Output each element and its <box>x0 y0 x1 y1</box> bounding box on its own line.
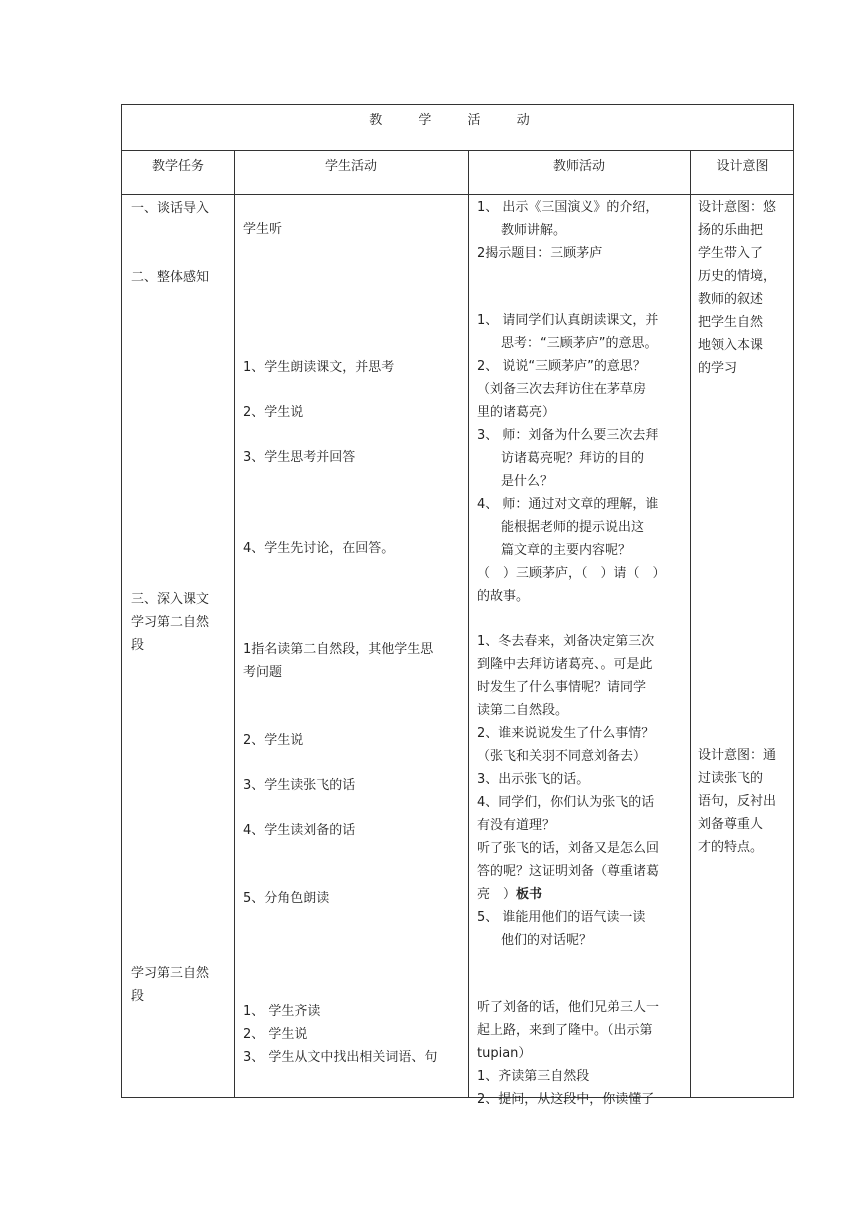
design-item: 过读张飞的 <box>698 771 764 786</box>
teacher-text: 亮 ） <box>477 887 517 902</box>
student-item: 1、学生朗读课文，并思考 <box>243 360 395 375</box>
task-item: 二、整体感知 <box>131 270 210 285</box>
student-item: 4、学生读刘备的话 <box>243 823 356 838</box>
design-item: 把学生自然 <box>698 315 764 330</box>
teacher-item: 1、冬去春来，刘备决定第三次 <box>477 634 655 649</box>
design-item: 设计意图：悠 <box>698 200 777 215</box>
teacher-item: 篇文章的主要内容呢？ <box>501 543 632 558</box>
task-item: 学习第二自然 <box>131 615 210 630</box>
header-teacher: 教师活动 <box>552 159 605 174</box>
teacher-item: 2揭示题目：三顾茅庐 <box>477 246 603 261</box>
teacher-item: 3、 师：刘备为什么要三次去拜 <box>477 428 659 443</box>
teacher-column <box>477 196 687 1111</box>
teacher-item: 听了张飞的话，刘备又是怎么回 <box>477 841 660 856</box>
task-item: 三、深入课文 <box>131 592 210 607</box>
teacher-item: 读第二自然段。 <box>477 703 569 718</box>
teacher-item: tupian） <box>477 1046 532 1061</box>
student-item: 3、学生读张飞的话 <box>243 778 356 793</box>
teacher-item: 思考：“三顾茅庐”的意思。 <box>501 336 658 351</box>
teacher-item: 访诸葛亮呢？拜访的目的 <box>501 451 645 466</box>
teacher-item: 2、提问，从这段中，你读懂了 <box>477 1092 655 1107</box>
student-item: 5、分角色朗读 <box>243 891 330 906</box>
teacher-item: 4、同学们，你们认为张飞的话 <box>477 795 655 810</box>
teacher-item: 1、 出示《三国演义》的介绍， <box>477 200 659 215</box>
board-note: 板书 <box>516 887 543 902</box>
student-item: 4、学生先讨论，在回答。 <box>243 541 395 556</box>
student-item: 1指名读第二自然段，其他学生思 <box>243 642 434 657</box>
student-item: 2、学生说 <box>243 733 304 748</box>
teacher-item: 答的呢？这证明刘备（尊重诸葛 <box>477 864 660 879</box>
student-item: 2、 学生说 <box>243 1027 308 1042</box>
teacher-item: 起上路，来到了隆中。（出示第 <box>477 1023 653 1038</box>
student-column <box>243 218 465 1069</box>
teacher-item: 到隆中去拜访诸葛亮、。可是此 <box>477 657 653 672</box>
student-item: 2、学生说 <box>243 405 304 420</box>
teacher-item: 1、齐读第三自然段 <box>477 1069 590 1084</box>
teacher-item <box>477 883 687 906</box>
teacher-item: 听了刘备的话，他们兄弟三人一 <box>477 1000 660 1015</box>
student-item: 3、学生思考并回答 <box>243 450 356 465</box>
header-task: 教学任务 <box>151 159 204 174</box>
teacher-item: 2、谁来说说发生了什么事情？ <box>477 726 655 741</box>
student-item: 学生听 <box>243 222 283 237</box>
design-item: 才的特点。 <box>698 840 764 855</box>
divider <box>122 194 793 195</box>
teacher-item: 3、出示张飞的话。 <box>477 772 590 787</box>
design-item: 语句，反衬出 <box>698 794 777 809</box>
design-item: 历史的情境， <box>698 269 777 284</box>
teacher-item: 的故事。 <box>477 589 530 604</box>
divider <box>234 150 235 1097</box>
task-item: 段 <box>131 989 145 1004</box>
task-column <box>131 197 231 1008</box>
teacher-item: 5、 谁能用他们的语气读一读 <box>477 910 646 925</box>
task-item: 学习第三自然 <box>131 966 210 981</box>
teacher-item: 4、 师：通过对文章的理解，谁 <box>477 497 659 512</box>
teacher-item: 时发生了什么事情呢？请同学 <box>477 680 647 695</box>
student-item: 考问题 <box>243 665 283 680</box>
student-item: 3、 学生从文中找出相关词语、句 <box>243 1050 438 1065</box>
teacher-item: 能根据老师的提示说出这 <box>501 520 645 535</box>
teacher-item: 他们的对话呢？ <box>501 933 593 948</box>
teacher-item: （张飞和关羽不同意刘备去） <box>477 749 647 764</box>
task-item: 段 <box>131 638 145 653</box>
design-item: 的学习 <box>698 361 738 376</box>
design-item: 刘备尊重人 <box>698 817 764 832</box>
task-item: 一、谈话导入 <box>131 201 210 216</box>
design-column <box>698 196 790 859</box>
teacher-item: （刘备三次去拜访住在茅草房 <box>477 382 647 397</box>
design-item: 地领入本课 <box>698 338 764 353</box>
design-item: 学生带入了 <box>698 246 764 261</box>
table-title: 教 学 活 动 <box>369 113 546 128</box>
teacher-item: 1、 请同学们认真朗读课文，并 <box>477 313 659 328</box>
divider <box>122 150 793 151</box>
design-item: 教师的叙述 <box>698 292 764 307</box>
divider <box>468 150 469 1097</box>
teacher-item: （ ）三顾茅庐，（ ）请（ ） <box>477 566 666 581</box>
teacher-item: 有没有道理？ <box>477 818 556 833</box>
teacher-item: 是什么？ <box>501 474 554 489</box>
lesson-table <box>121 104 794 1107</box>
header-design: 设计意图 <box>716 159 769 174</box>
header-student: 学生活动 <box>324 159 377 174</box>
design-item: 设计意图：通 <box>698 748 777 763</box>
teacher-item: 里的诸葛亮） <box>477 405 556 420</box>
student-item: 1、 学生齐读 <box>243 1004 321 1019</box>
divider <box>690 150 691 1097</box>
design-item: 扬的乐曲把 <box>698 223 764 238</box>
teacher-item: 2、 说说“三顾茅庐”的意思？ <box>477 359 646 374</box>
teacher-item: 教师讲解。 <box>501 223 567 238</box>
